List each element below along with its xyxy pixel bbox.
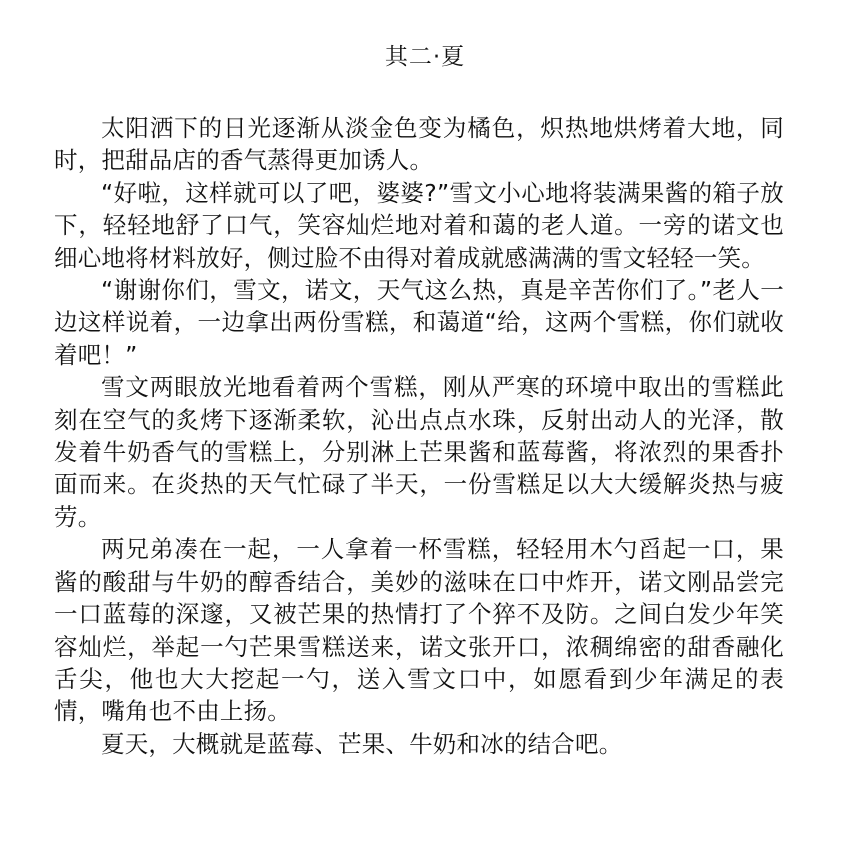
story-body [54,112,784,760]
paragraph-3: “谢谢你们，雪文，诺文，天气这么热，真是辛苦你们了。”老人一边这样说着，一边拿出两份雪糕，和蔼道“给，这两个雪糕，你们就收着吧！” [54,276,784,369]
paragraph-6: 夏天，大概就是蓝莓、芒果、牛奶和冰的结合吧。 [101,729,623,758]
paragraph-1: 太阳洒下的日光逐渐从淡金色变为橘色，炽热地烘烤着大地，同时，把甜品店的香气蒸得更加诱人。 [54,114,784,175]
chapter-title: 其二·夏 [384,44,466,70]
paragraph-2: “好啦，这样就可以了吧，婆婆?”雪文小心地将装满果酱的箱子放下，轻轻地舒了口气，笑容灿烂地对着和蔼的老人道。一旁的诺文也细心地将材料放好，侧过脸不由得对着成就感满满的雪文轻轻一笑。 [54,178,784,272]
paragraph-4: 雪文两眼放光地看着两个雪糕，刚从严寒的环境中取出的雪糕此刻在空气的炙烤下逐渐柔软，沁出点点水珠，反射出动人的光泽，散发着牛奶香气的雪糕上，分别淋上芒果酱和蓝莓酱，将浓烈的果香扑面而来。在炎热的天气忙碌了半天，一份雪糕足以大大缓解炎热与疲劳。 [54,373,784,531]
paragraph-5: 两兄弟凑在一起，一人拿着一杯雪糕，轻轻用木勺舀起一口，果酱的酸甜与牛奶的醇香结合，美妙的滋味在口中炸开，诺文刚品尝完一口蓝莓的深邃，又被芒果的热情打了个猝不及防。之间白发少年笑容灿烂，举起一勺芒果雪糕送来，诺文张开口，浓稠绵密的甜香融化舌尖，他也大大挖起一勺，送入雪文口中，如愿看到少年满足的表情，嘴角也不由上扬。 [54,535,784,726]
